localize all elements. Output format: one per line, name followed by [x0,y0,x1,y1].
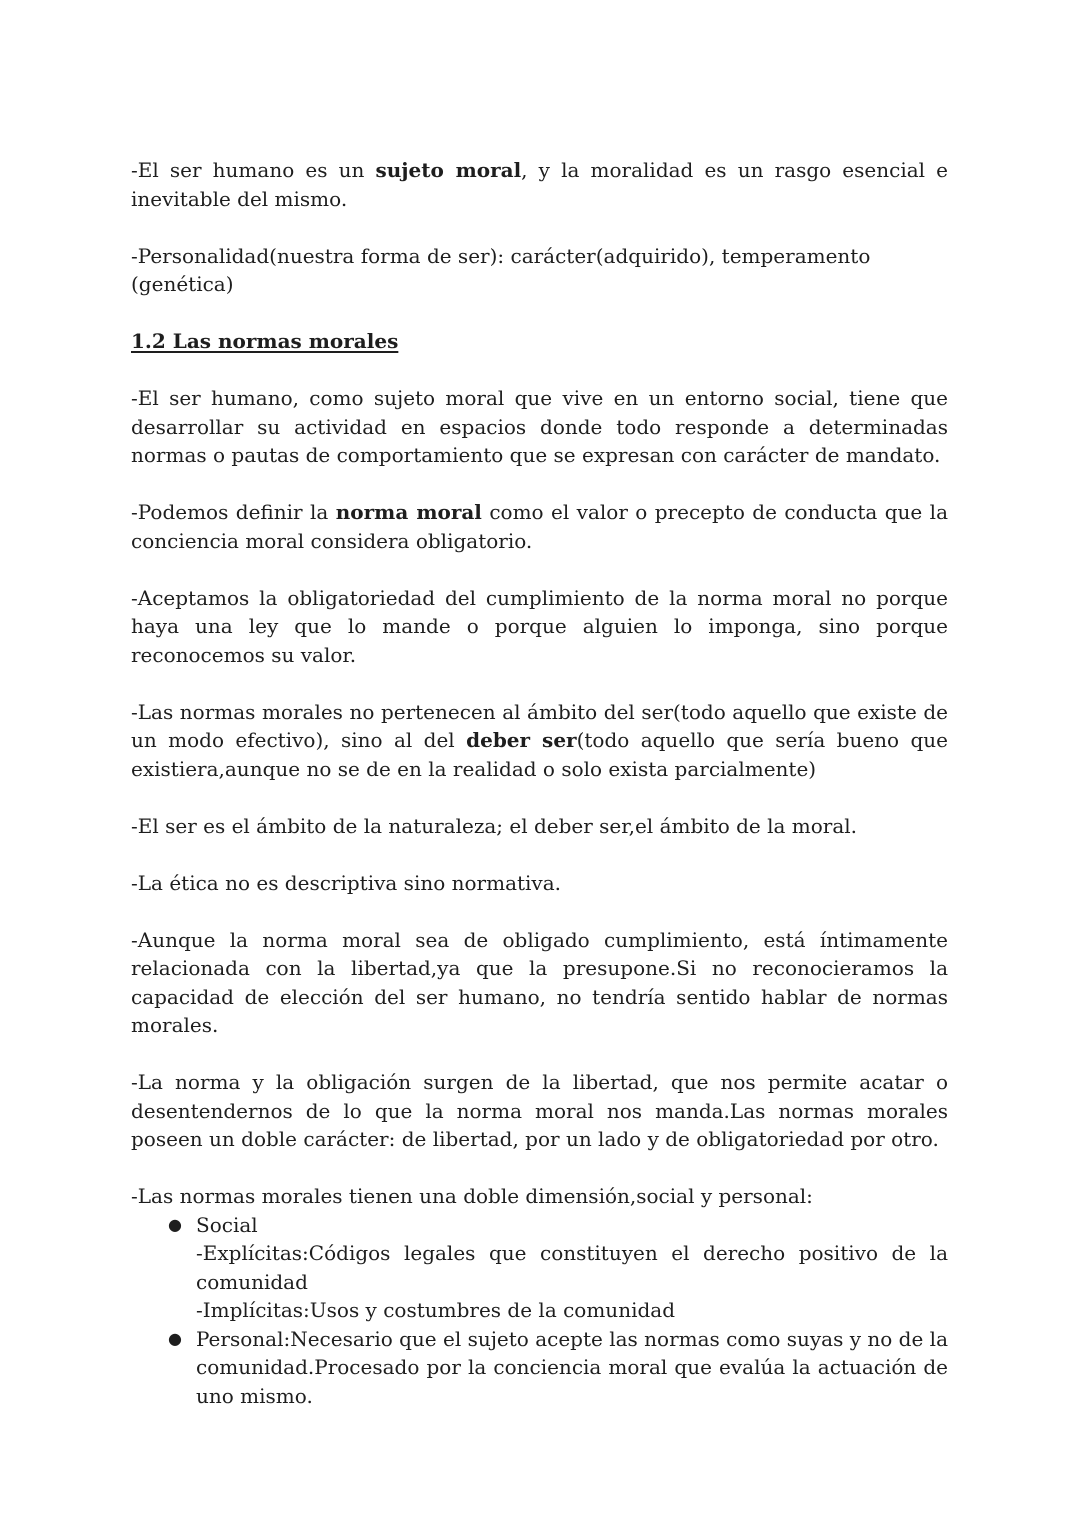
paragraph-obligatoriedad: -Aceptamos la obligatoriedad del cumplimiento de la norma moral no porque haya una ley que lo mande o porque alguien lo imponga, sino porque reconocemos su valor. [131,585,948,667]
paragraph-definicion-norma [131,498,948,555]
paragraph-doble-caracter: -La norma y la obligación surgen de la libertad, que nos permite acatar o desentendernos de lo que la norma moral nos manda.Las normas morales poseen un doble carácter: de libertad, por un lado y de obligatoriedad por otro. [131,1070,948,1151]
text-segment: (todo aquello que sería bueno que existiera,aunque no se de en la realidad o solo exista parcialmente) [131,728,949,781]
bold-term-sujeto-moral: sujeto moral [375,158,522,182]
text-segment: , y la moralidad es un rasgo esencial e inevitable del mismo. [131,158,949,211]
dimension-list [131,1211,948,1411]
paragraph-personalidad: -Personalidad(nuestra forma de ser): carácter(adquirido), temperamento (genética) [131,243,871,296]
list-item-text: Personal:Necesario que el sujeto acepte las normas como suyas y no de la comunidad.Procesado por la conciencia moral que evalúa la actuación de uno mismo. [196,1326,948,1408]
sub-item-implicitas: -Implícitas:Usos y costumbres de la comunidad [196,1298,675,1322]
paragraph-sujeto-moral [131,156,948,213]
bold-term-deber-ser: deber ser [466,728,577,752]
sub-item-explicitas: -Explícitas:Códigos legales que constituyen el derecho positivo de la comunidad [196,1241,948,1294]
bold-term-norma-moral: norma moral [335,500,482,524]
bullet-icon: ● [168,1328,182,1348]
text-segment: -El ser humano es un [131,158,376,182]
paragraph-libertad: -Aunque la norma moral sea de obligado cumplimiento, está íntimamente relacionada con la libertad,ya que la presupone.Si no reconocieramos la capacidad de elección del ser humano, no tendría sentido hablar de normas morales. [131,927,948,1037]
text-segment: como el valor o precepto de conducta que la conciencia moral considera obligatorio. [131,500,948,553]
bullet-icon: ● [168,1214,182,1234]
text-segment: -Podemos definir la [131,500,336,524]
document-body [131,156,948,1410]
paragraph-deber-ser [131,698,948,784]
list-item-social [131,1211,948,1325]
section-heading: 1.2 Las normas morales [131,329,399,353]
paragraph-entorno-social: -El ser humano, como sujeto moral que vive en un entorno social, tiene que desarrollar su actividad en espacios donde todo responde a determinadas normas o pautas de comportamiento que se expresan con carácter de mandato. [131,386,948,467]
list-item-label: Social [196,1212,258,1237]
paragraph-doble-dimension: -Las normas morales tienen una doble dimensión,social y personal: [131,1184,813,1208]
text-segment: -Las normas morales no pertenecen al ámbito del ser(todo aquello que existe de un modo efectivo), sino al del [131,699,948,752]
paragraph-ser-naturaleza: -El ser es el ámbito de la naturaleza; el deber ser,el ámbito de la moral. [131,813,858,838]
list-item-personal [131,1325,948,1411]
paragraph-etica-normativa: -La ética no es descriptiva sino normativa. [131,870,562,895]
